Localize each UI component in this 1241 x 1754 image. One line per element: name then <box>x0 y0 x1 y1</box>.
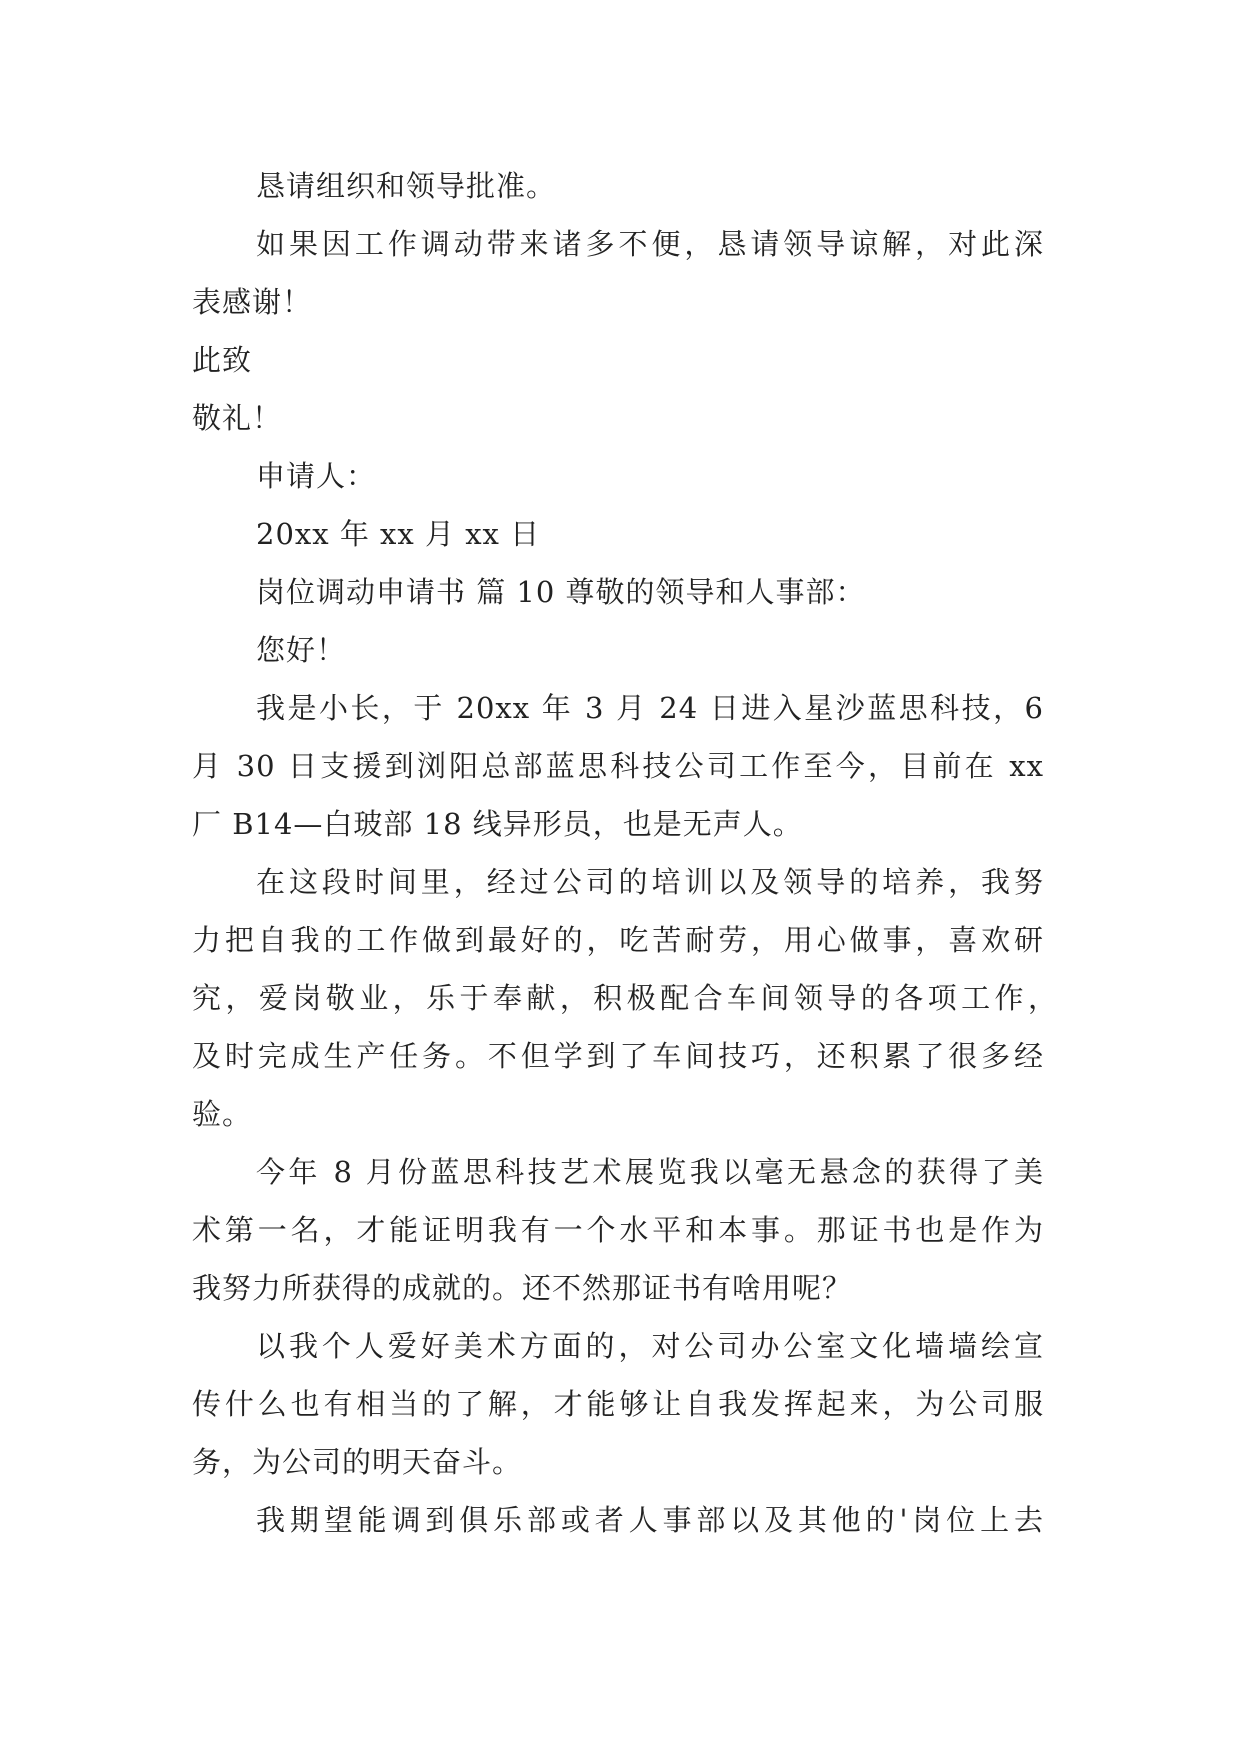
text-line: 务，为公司的明天奋斗。 <box>192 1445 523 1479</box>
text-line: 恳请组织和领导批准。 <box>256 169 557 203</box>
text-line: 究，爱岗敬业，乐于奉献，积极配合车间领导的各项工作， <box>192 981 1058 1015</box>
section-heading: 岗位调动申请书 篇 10 尊敬的领导和人事部： <box>256 575 866 609</box>
text-line: 术第一名，才能证明我有一个水平和本事。那证书也是作为 <box>192 1213 1044 1247</box>
text-line: 表感谢！ <box>192 285 313 319</box>
date-line: 20xx 年 xx 月 xx 日 <box>256 517 541 551</box>
text-line: 以我个人爱好美术方面的，对公司办公室文化墙墙绘宣 <box>256 1329 1044 1363</box>
text-line: 我努力所获得的成就的。还不然那证书有啥用呢？ <box>192 1271 853 1305</box>
text-line: 验。 <box>192 1097 253 1131</box>
text-line: 传什么也有相当的了解，才能够让自我发挥起来，为公司服 <box>192 1387 1044 1421</box>
text-line: 今年 8 月份蓝思科技艺术展览我以毫无悬念的获得了美 <box>256 1155 1044 1189</box>
text-line: 月 30 日支援到浏阳总部蓝思科技公司工作至今，目前在 xx <box>192 749 1044 783</box>
text-line: 厂 B14—白玻部 18 线异形员，也是无声人。 <box>192 807 803 841</box>
text-line: 及时完成生产任务。不但学到了车间技巧，还积累了很多经 <box>192 1039 1044 1073</box>
salutation-line: 敬礼！ <box>192 401 283 435</box>
applicant-label: 申请人： <box>256 459 377 493</box>
salutation-line: 此致 <box>192 343 253 377</box>
greeting-line: 您好！ <box>256 633 347 667</box>
text-line: 在这段时间里，经过公司的培训以及领导的培养，我努 <box>256 865 1044 899</box>
text-line: 如果因工作调动带来诸多不便，恳请领导谅解，对此深 <box>256 227 1044 261</box>
text-line: 力把自我的工作做到最好的，吃苦耐劳，用心做事，喜欢研 <box>192 923 1044 957</box>
text-line: 我期望能调到俱乐部或者人事部以及其他的'岗位上去 <box>256 1503 1044 1537</box>
text-line: 我是小长，于 20xx 年 3 月 24 日进入星沙蓝思科技，6 <box>256 691 1044 725</box>
